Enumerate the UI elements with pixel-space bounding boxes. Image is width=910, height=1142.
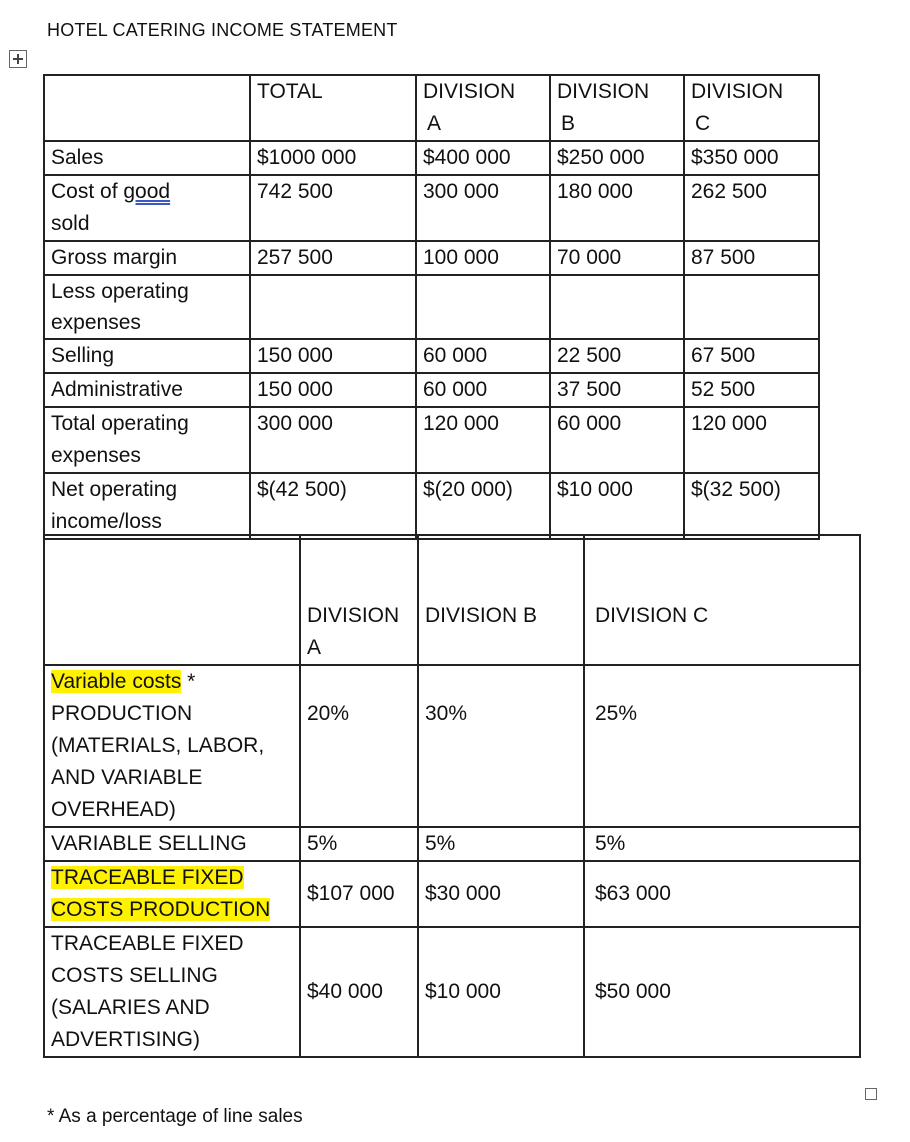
table-row: [44, 275, 819, 339]
cell-division-b: 5%: [418, 827, 584, 861]
cell-division-a: $(20 000): [416, 473, 550, 539]
cell-division-c: $50 000: [584, 927, 860, 1057]
cell-division-a: 100 000: [416, 241, 550, 275]
row-label: Variable costs * PRODUCTION (MATERIALS, LABOR, AND VARIABLE OVERHEAD): [44, 665, 300, 827]
footnote: * As a percentage of line sales: [47, 1106, 303, 1127]
row-label: Sales: [44, 141, 250, 175]
income-statement-table: [43, 74, 820, 540]
row-label: TRACEABLE FIXED COSTS SELLING (SALARIES AND ADVERTISING): [44, 927, 300, 1057]
cost-breakdown-table: [43, 534, 861, 1058]
cell-total: 742 500: [250, 175, 416, 241]
cell-total: 300 000: [250, 407, 416, 473]
header-blank: [44, 535, 300, 665]
table-row: [44, 241, 819, 275]
cell-total: [250, 275, 416, 339]
cell-division-b: 22 500: [550, 339, 684, 373]
cell-total: 257 500: [250, 241, 416, 275]
row-label: Net operating income/loss: [44, 473, 250, 539]
cell-division-c: 262 500: [684, 175, 819, 241]
cell-division-b: 30%: [418, 665, 584, 827]
cell-division-c: 52 500: [684, 373, 819, 407]
table-row: [44, 339, 819, 373]
cell-division-a: $107 000: [300, 861, 418, 927]
row-label: VARIABLE SELLING: [44, 827, 300, 861]
header-division-a: DIVISION A: [300, 535, 418, 665]
cell-division-c: $350 000: [684, 141, 819, 175]
cell-division-b: 70 000: [550, 241, 684, 275]
table-row: [44, 175, 819, 241]
table-row: [44, 373, 819, 407]
row-label: Gross margin: [44, 241, 250, 275]
header-division-c: DIVISION C: [584, 535, 860, 665]
table-row: [44, 665, 860, 827]
table-row: [44, 473, 819, 539]
cell-division-a: 5%: [300, 827, 418, 861]
cell-division-b: [550, 275, 684, 339]
highlighted-label: TRACEABLE FIXED COSTS PRODUCTION: [51, 866, 271, 921]
header-division-c: DIVISION C: [684, 75, 819, 141]
cell-division-c: $(32 500): [684, 473, 819, 539]
document-title: HOTEL CATERING INCOME STATEMENT: [47, 20, 398, 40]
cell-division-a: $400 000: [416, 141, 550, 175]
cell-division-c: 120 000: [684, 407, 819, 473]
table-row: [44, 927, 860, 1057]
spellcheck-underlined-word: good: [123, 180, 171, 203]
cell-division-b: $250 000: [550, 141, 684, 175]
row-label: Administrative: [44, 373, 250, 407]
cell-division-c: 87 500: [684, 241, 819, 275]
row-label: Selling: [44, 339, 250, 373]
table-move-handle-icon[interactable]: [9, 50, 27, 68]
row-label: Less operating expenses: [44, 275, 250, 339]
header-division-b: DIVISION B: [418, 535, 584, 665]
row-label: Total operating expenses: [44, 407, 250, 473]
table-header-row: [44, 75, 819, 141]
cell-division-c: $63 000: [584, 861, 860, 927]
cell-total: 150 000: [250, 339, 416, 373]
row-label: Cost of good sold: [44, 175, 250, 241]
cell-division-b: $10 000: [550, 473, 684, 539]
header-blank: [44, 75, 250, 141]
header-division-b: DIVISION B: [550, 75, 684, 141]
cell-division-a: 60 000: [416, 339, 550, 373]
cell-division-b: $10 000: [418, 927, 584, 1057]
table-header-row: [44, 535, 860, 665]
header-division-a: DIVISION A: [416, 75, 550, 141]
cell-division-a: 120 000: [416, 407, 550, 473]
cell-division-b: 37 500: [550, 373, 684, 407]
cell-total: 150 000: [250, 373, 416, 407]
cell-division-a: $40 000: [300, 927, 418, 1057]
highlighted-label: Variable costs: [51, 670, 182, 693]
cell-division-b: $30 000: [418, 861, 584, 927]
cell-division-c: 25%: [584, 665, 860, 827]
cell-division-b: 180 000: [550, 175, 684, 241]
table-resize-handle-icon[interactable]: [865, 1088, 877, 1100]
table-row: [44, 827, 860, 861]
cell-division-c: 5%: [584, 827, 860, 861]
table-row: [44, 861, 860, 927]
table-row: [44, 141, 819, 175]
cell-division-a: 60 000: [416, 373, 550, 407]
cell-division-c: [684, 275, 819, 339]
header-total: TOTAL: [250, 75, 416, 141]
row-label: [44, 861, 300, 927]
cell-division-a: 20%: [300, 665, 418, 827]
cell-division-c: 67 500: [684, 339, 819, 373]
cell-division-a: 300 000: [416, 175, 550, 241]
cell-total: $(42 500): [250, 473, 416, 539]
cell-division-b: 60 000: [550, 407, 684, 473]
cell-total: $1000 000: [250, 141, 416, 175]
cell-division-a: [416, 275, 550, 339]
table-row: [44, 407, 819, 473]
